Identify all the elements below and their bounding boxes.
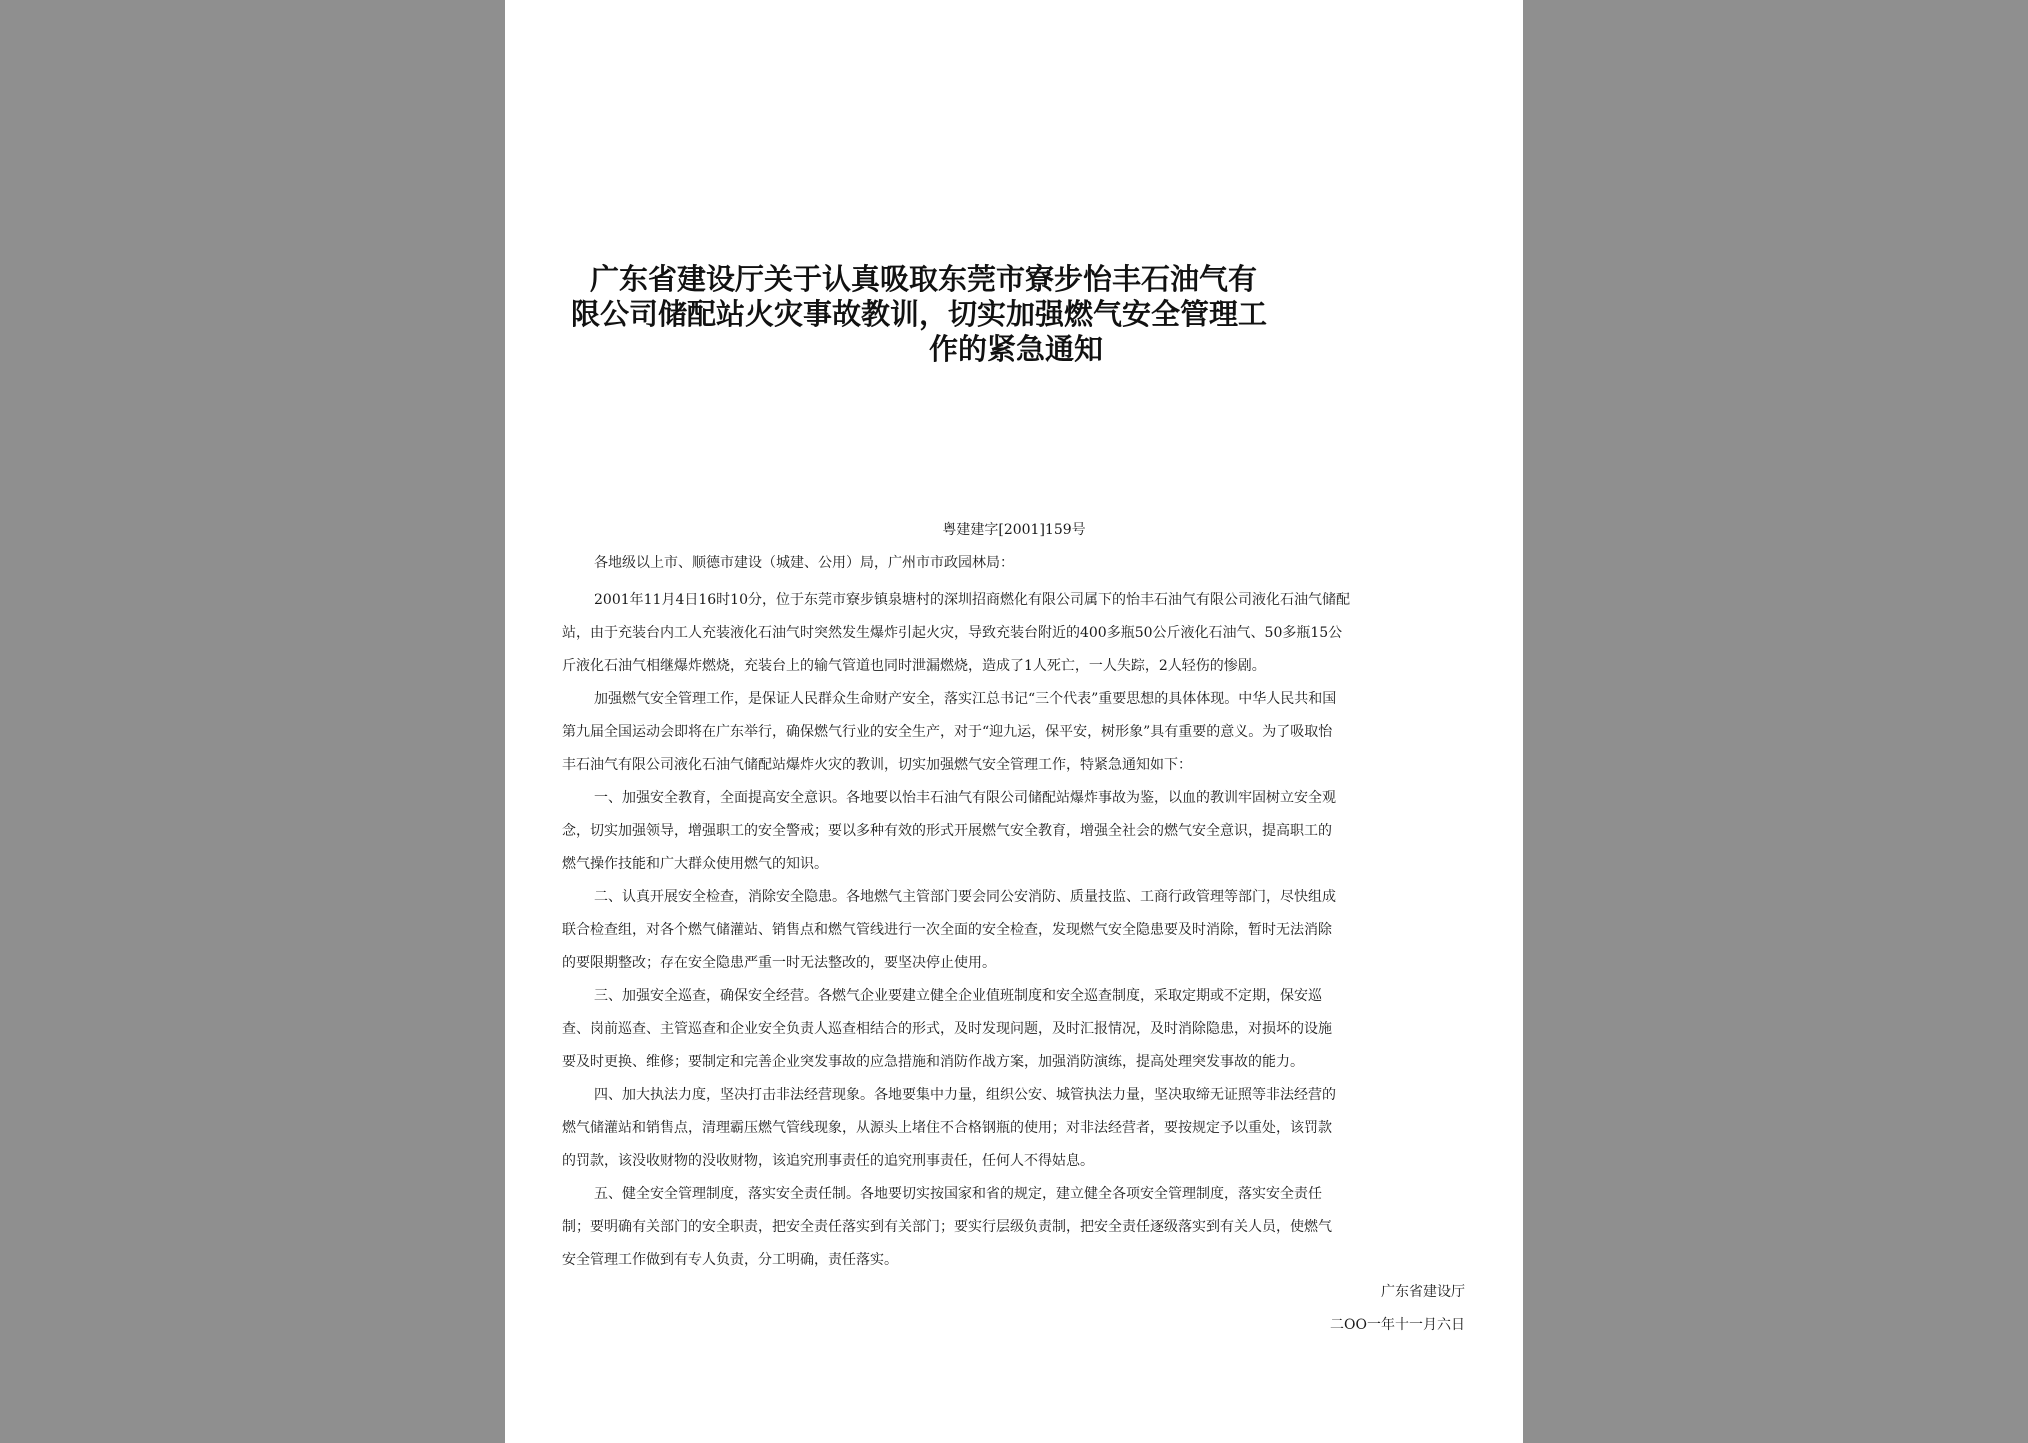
paragraph-line: 一、加强安全教育，全面提高安全意识。各地要以怡丰石油气有限公司储配站爆炸事故为鉴，以血的教训牢固树立安全观 [594, 790, 1336, 806]
salutation: 各地级以上市、顺德市建设（城建、公用）局，广州市市政园林局： [594, 555, 1014, 571]
paragraph-line: 斤液化石油气相继爆炸燃烧，充装台上的输气管道也同时泄漏燃烧，造成了1人死亡，一人失踪，2人轻伤的惨剧。 [562, 658, 1266, 674]
paragraph-line: 四、加大执法力度，坚决打击非法经营现象。各地要集中力量，组织公安、城管执法力量，坚决取缔无证照等非法经营的 [594, 1087, 1336, 1103]
paragraph-line: 二、认真开展安全检查，消除安全隐患。各地燃气主管部门要会同公安消防、质量技监、工商行政管理等部门，尽快组成 [594, 889, 1336, 905]
document-body [562, 584, 1468, 1277]
paragraph-item-1 [562, 782, 1468, 881]
title-line: 限公司储配站火灾事故教训，切实加强燃气安全管理工 [571, 297, 1268, 331]
paragraph-line: 安全管理工作做到有专人负责，分工明确，责任落实。 [562, 1252, 898, 1268]
document-title [571, 262, 1461, 367]
paragraph-line: 站，由于充装台内工人充装液化石油气时突然发生爆炸引起火灾，导致充装台附近的400多瓶50公斤液化石油气、50多瓶15公 [562, 625, 1343, 641]
paragraph-item-4 [562, 1079, 1468, 1178]
document-page [505, 0, 1523, 1443]
paragraph-importance [562, 683, 1468, 782]
paragraph-line: 2001年11月4日16时10分，位于东莞市寮步镇泉塘村的深圳招商燃化有限公司属下的怡丰石油气有限公司液化石油气储配 [594, 592, 1350, 608]
title-line: 广东省建设厅关于认真吸取东莞市寮步怡丰石油气有 [590, 262, 1258, 296]
paragraph-line: 五、健全安全管理制度，落实安全责任制。各地要切实按国家和省的规定，建立健全各项安全管理制度，落实安全责任 [594, 1186, 1322, 1202]
paragraph-line: 燃气储灌站和销售点，清理霸压燃气管线现象，从源头上堵住不合格钢瓶的使用；对非法经营者，要按规定予以重处，该罚款 [562, 1120, 1332, 1136]
paragraph-line: 念，切实加强领导，增强职工的安全警戒；要以多种有效的形式开展燃气安全教育，增强全社会的燃气安全意识，提高职工的 [562, 823, 1332, 839]
paragraph-line: 联合检查组，对各个燃气储灌站、销售点和燃气管线进行一次全面的安全检查，发现燃气安全隐患要及时消除，暂时无法消除 [562, 922, 1332, 938]
paragraph-line: 燃气操作技能和广大群众使用燃气的知识。 [562, 856, 828, 872]
title-line: 作的紧急通知 [928, 332, 1103, 366]
paragraph-item-3 [562, 980, 1468, 1079]
signature-block [1330, 1276, 1465, 1342]
paragraph-line: 的要限期整改；存在安全隐患严重一时无法整改的，要坚决停止使用。 [562, 955, 996, 971]
issuer-name: 广东省建设厅 [1381, 1284, 1465, 1300]
paragraph-item-2 [562, 881, 1468, 980]
paragraph-line: 丰石油气有限公司液化石油气储配站爆炸火灾的教训，切实加强燃气安全管理工作，特紧急通知如下： [562, 757, 1192, 773]
paragraph-line: 的罚款，该没收财物的没收财物，该追究刑事责任的追究刑事责任，任何人不得姑息。 [562, 1153, 1094, 1169]
issue-date: 二OO一年十一月六日 [1330, 1317, 1465, 1333]
paragraph-line: 三、加强安全巡查，确保安全经营。各燃气企业要建立健全企业值班制度和安全巡查制度，采取定期或不定期，保安巡 [594, 988, 1322, 1004]
paragraph-line: 第九届全国运动会即将在广东举行，确保燃气行业的安全生产，对于“迎九运，保平安，树形象”具有重要的意义。为了吸取怡 [562, 724, 1333, 740]
paragraph-item-5 [562, 1178, 1468, 1277]
paragraph-line: 加强燃气安全管理工作，是保证人民群众生命财产安全，落实江总书记“三个代表”重要思想的具体体现。中华人民共和国 [594, 691, 1337, 707]
document-number: 粤建建字[2001]159号 [942, 522, 1086, 538]
paragraph-incident [562, 584, 1468, 683]
paragraph-line: 要及时更换、维修；要制定和完善企业突发事故的应急措施和消防作战方案，加强消防演练，提高处理突发事故的能力。 [562, 1054, 1304, 1070]
paragraph-line: 查、岗前巡查、主管巡查和企业安全负责人巡查相结合的形式，及时发现问题，及时汇报情况，及时消除隐患，对损坏的设施 [562, 1021, 1332, 1037]
paragraph-line: 制；要明确有关部门的安全职责，把安全责任落实到有关部门；要实行层级负责制，把安全责任逐级落实到有关人员，使燃气 [562, 1219, 1332, 1235]
